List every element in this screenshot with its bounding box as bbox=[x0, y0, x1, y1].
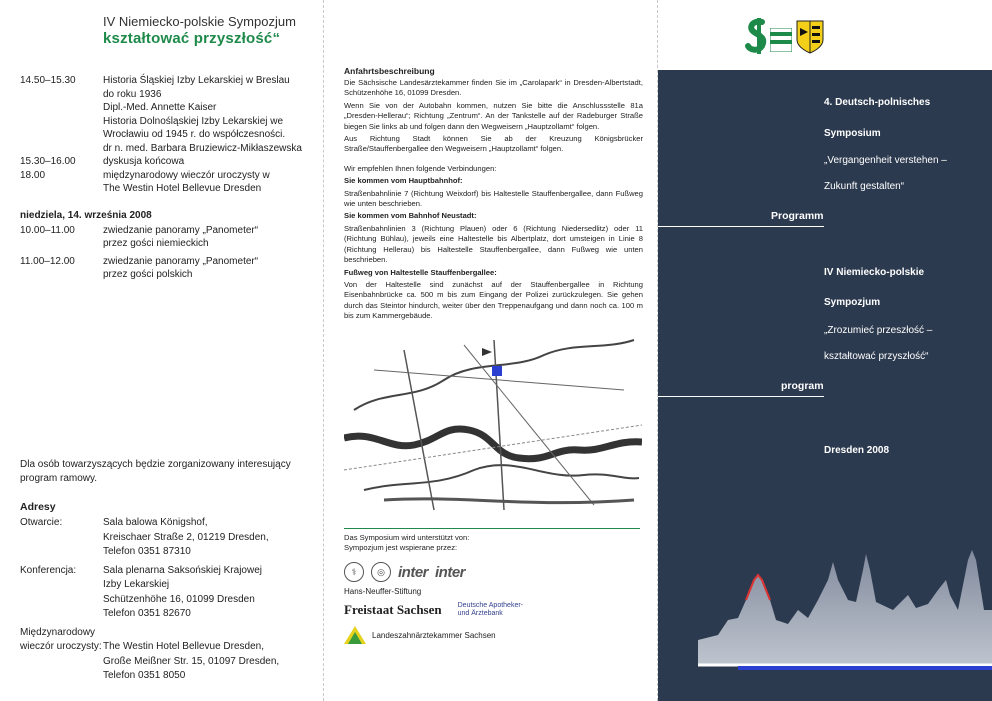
pl-title-line1: IV Niemiecko-polskie bbox=[824, 267, 925, 278]
de-program-line bbox=[658, 226, 824, 227]
directions-heading: Anfahrtsbeschreibung bbox=[344, 66, 435, 76]
pl-title-line2: Sympozjum bbox=[824, 297, 881, 308]
de-subtitle-line2: Zukunft gestalten“ bbox=[824, 181, 905, 192]
de-program-label: Programm bbox=[771, 210, 824, 222]
lzk-label: Landeszahnärztekammer Sachsen bbox=[372, 630, 496, 640]
day2-heading: niedziela, 14. września 2008 bbox=[20, 209, 152, 221]
right-header bbox=[658, 0, 992, 70]
directions-city: Aus Richtung Stadt können Sie ab der Kreuzung Königsbrücker Straße/Stauffenbergallee den Wegweisern „Hauptzollamt“ folgen. bbox=[344, 134, 643, 154]
lzk-emblem-icon bbox=[344, 626, 366, 644]
symposium-title-pl: IV Niemiecko-polskie Sympozjum bbox=[103, 14, 296, 29]
de-subtitle-line1: „Vergangenheit verstehen – bbox=[824, 155, 947, 166]
inter-versicherungen-logo: inter bbox=[435, 563, 466, 581]
schedule-row: 18.00 międzynarodowy wieczór uroczysty w The Westin Hotel Bellevue Dresden bbox=[20, 169, 270, 194]
symposium-subtitle-pl: kształtować przyszłość“ bbox=[103, 30, 281, 47]
dresden-skyline-illustration bbox=[658, 540, 992, 680]
seal-logo-icon: ◎ bbox=[371, 562, 391, 582]
de-title-line1: 4. Deutsch-polnisches bbox=[824, 97, 931, 108]
address-row: Międzynarodowy bbox=[20, 626, 96, 638]
schedule-row: 11.00–12.00 zwiedzanie panoramy „Panometer“ przez gości polskich bbox=[20, 255, 259, 280]
schedule-row: 15.30–16.00 dyskusja końcowa bbox=[20, 156, 185, 167]
hauptbahnhof-text: Straßenbahnlinie 7 (Richtung Weixdorf) bis Haltestelle Stauffenbergallee, dann Fußweg wie unten beschrieben. bbox=[344, 188, 643, 209]
freistaat-sachsen-logo: Freistaat Sachsen bbox=[344, 602, 442, 618]
schedule-row: 14.50–15.30 Historia Śląskiej Izby Lekarskiej w Breslau do roku 1936 Dipl.-Med. Annette Kaiser Historia Dolnośląskiej Izby Lekarskiej we Wrocławiu od 1945 r. do współczesności. dr n. med. Barbara Bruziewicz-Mikłaszewska bbox=[20, 75, 302, 154]
caduceus-logo-icon: ⚕ bbox=[344, 562, 364, 582]
pl-program-label: program bbox=[781, 380, 824, 392]
pl-subtitle-line2: kształtować przyszłość“ bbox=[824, 351, 929, 362]
directions-autobahn: Wenn Sie von der Autobahn kommen, nutzen Sie bitte die Anschlussstelle 81a „Dresden-Hellerau“; Richtung „Zentrum“. An der Tankstelle auf der Radeburger Straße biegen Sie links ab und folgen dann den Wegweisern „Hauptzollamt“ folgen. bbox=[344, 100, 643, 131]
footpath-heading: Fußweg von Haltestelle Stauffenbergallee: bbox=[344, 267, 497, 277]
dresden-coat-of-arms-icon bbox=[796, 20, 824, 54]
lzk-sachsen-logo bbox=[344, 626, 643, 644]
pl-subtitle-line1: „Zrozumieć przeszłość – bbox=[824, 325, 933, 336]
companion-program-note: Dla osób towarzyszących będzie zorganizowany interesujący program ramowy. bbox=[20, 459, 291, 484]
inter-logo: inter bbox=[398, 563, 429, 581]
neustadt-text: Straßenbahnlinien 3 (Richtung Plauen) oder 6 (Richtung Niedersedlitz) oder 11 (Richtung Bühlau), jeweils eine Haltestelle bis Albertplatz, dort umsteigen in Linie 8 (Richtung Hellerau) bis Haltestelle Stauffenbergallee, dann Fußweg wie unten beschrieben. bbox=[344, 223, 643, 265]
hans-neuffer-label: Hans-Neuffer-Stiftung bbox=[344, 587, 422, 597]
de-title-line2: Symposium bbox=[824, 128, 881, 139]
sponsor-line-pl: Sympozjum jest wspierane przez: bbox=[344, 542, 458, 552]
middle-panel bbox=[323, 0, 658, 701]
directions-intro: Die Sächsische Landesärztekammer finden Sie im „Carolapark“ in Dresden-Albertstadt, Schützenhöhe 16, 01099 Dresden. bbox=[344, 78, 643, 98]
dresden-city-map bbox=[344, 330, 642, 518]
addresses-list bbox=[20, 516, 320, 684]
connections-intro: Wir empfehlen Ihnen folgende Verbindungen: bbox=[344, 163, 497, 173]
saxony-crest-icon bbox=[770, 28, 792, 52]
address-row: Otwarcie: Sala balowa Königshof, Kreischaer Straße 2, 01219 Dresden, Telefon 0351 87310 bbox=[20, 517, 269, 557]
apobank-logo: Deutsche Apotheker- und Ärztebank bbox=[457, 602, 523, 618]
neustadt-heading: Sie kommen vom Bahnhof Neustadt: bbox=[344, 211, 477, 221]
divider bbox=[344, 528, 640, 529]
address-row: Konferencja: Sala plenarna Saksońskiej Krajowej Izby Lekarskiej Schützenhöhe 16, 01099 Dresden Telefon 0351 82670 bbox=[20, 564, 262, 619]
sponsor-logos-row bbox=[344, 561, 643, 583]
address-row: wieczór uroczysty: The Westin Hotel Bellevue Dresden, Große Meißner Str. 15, 01097 Dresden, Telefon 0351 8050 bbox=[20, 641, 280, 681]
schedule-day1 bbox=[20, 74, 309, 196]
pl-program-line bbox=[658, 396, 824, 397]
hauptbahnhof-heading: Sie kommen vom Hauptbahnhof: bbox=[344, 176, 463, 186]
city-year: Dresden 2008 bbox=[824, 445, 890, 456]
sponsor-logos-row-2 bbox=[344, 602, 643, 618]
sponsor-line-de: Das Symposium wird unterstützt von: bbox=[344, 532, 470, 542]
addresses-heading: Adresy bbox=[20, 501, 56, 513]
schedule-day2 bbox=[20, 224, 309, 282]
schedule-row: 10.00–11.00 zwiedzanie panoramy „Panometer“ przez gości niemieckich bbox=[20, 224, 259, 249]
footpath-text: Von der Haltestelle sind zunächst auf der Stauffenbergallee in Richtung Eisenbahnbrücke ca. 500 m bis zum Eingang der Polizei zurückzulegen. Sie gehen durch das Steintor hindurch, weiter über den Treppenaufgang und dann noch ca. 100 m bis zum Kammergebäude. bbox=[344, 279, 643, 321]
right-panel bbox=[658, 0, 992, 701]
left-panel bbox=[0, 0, 323, 701]
